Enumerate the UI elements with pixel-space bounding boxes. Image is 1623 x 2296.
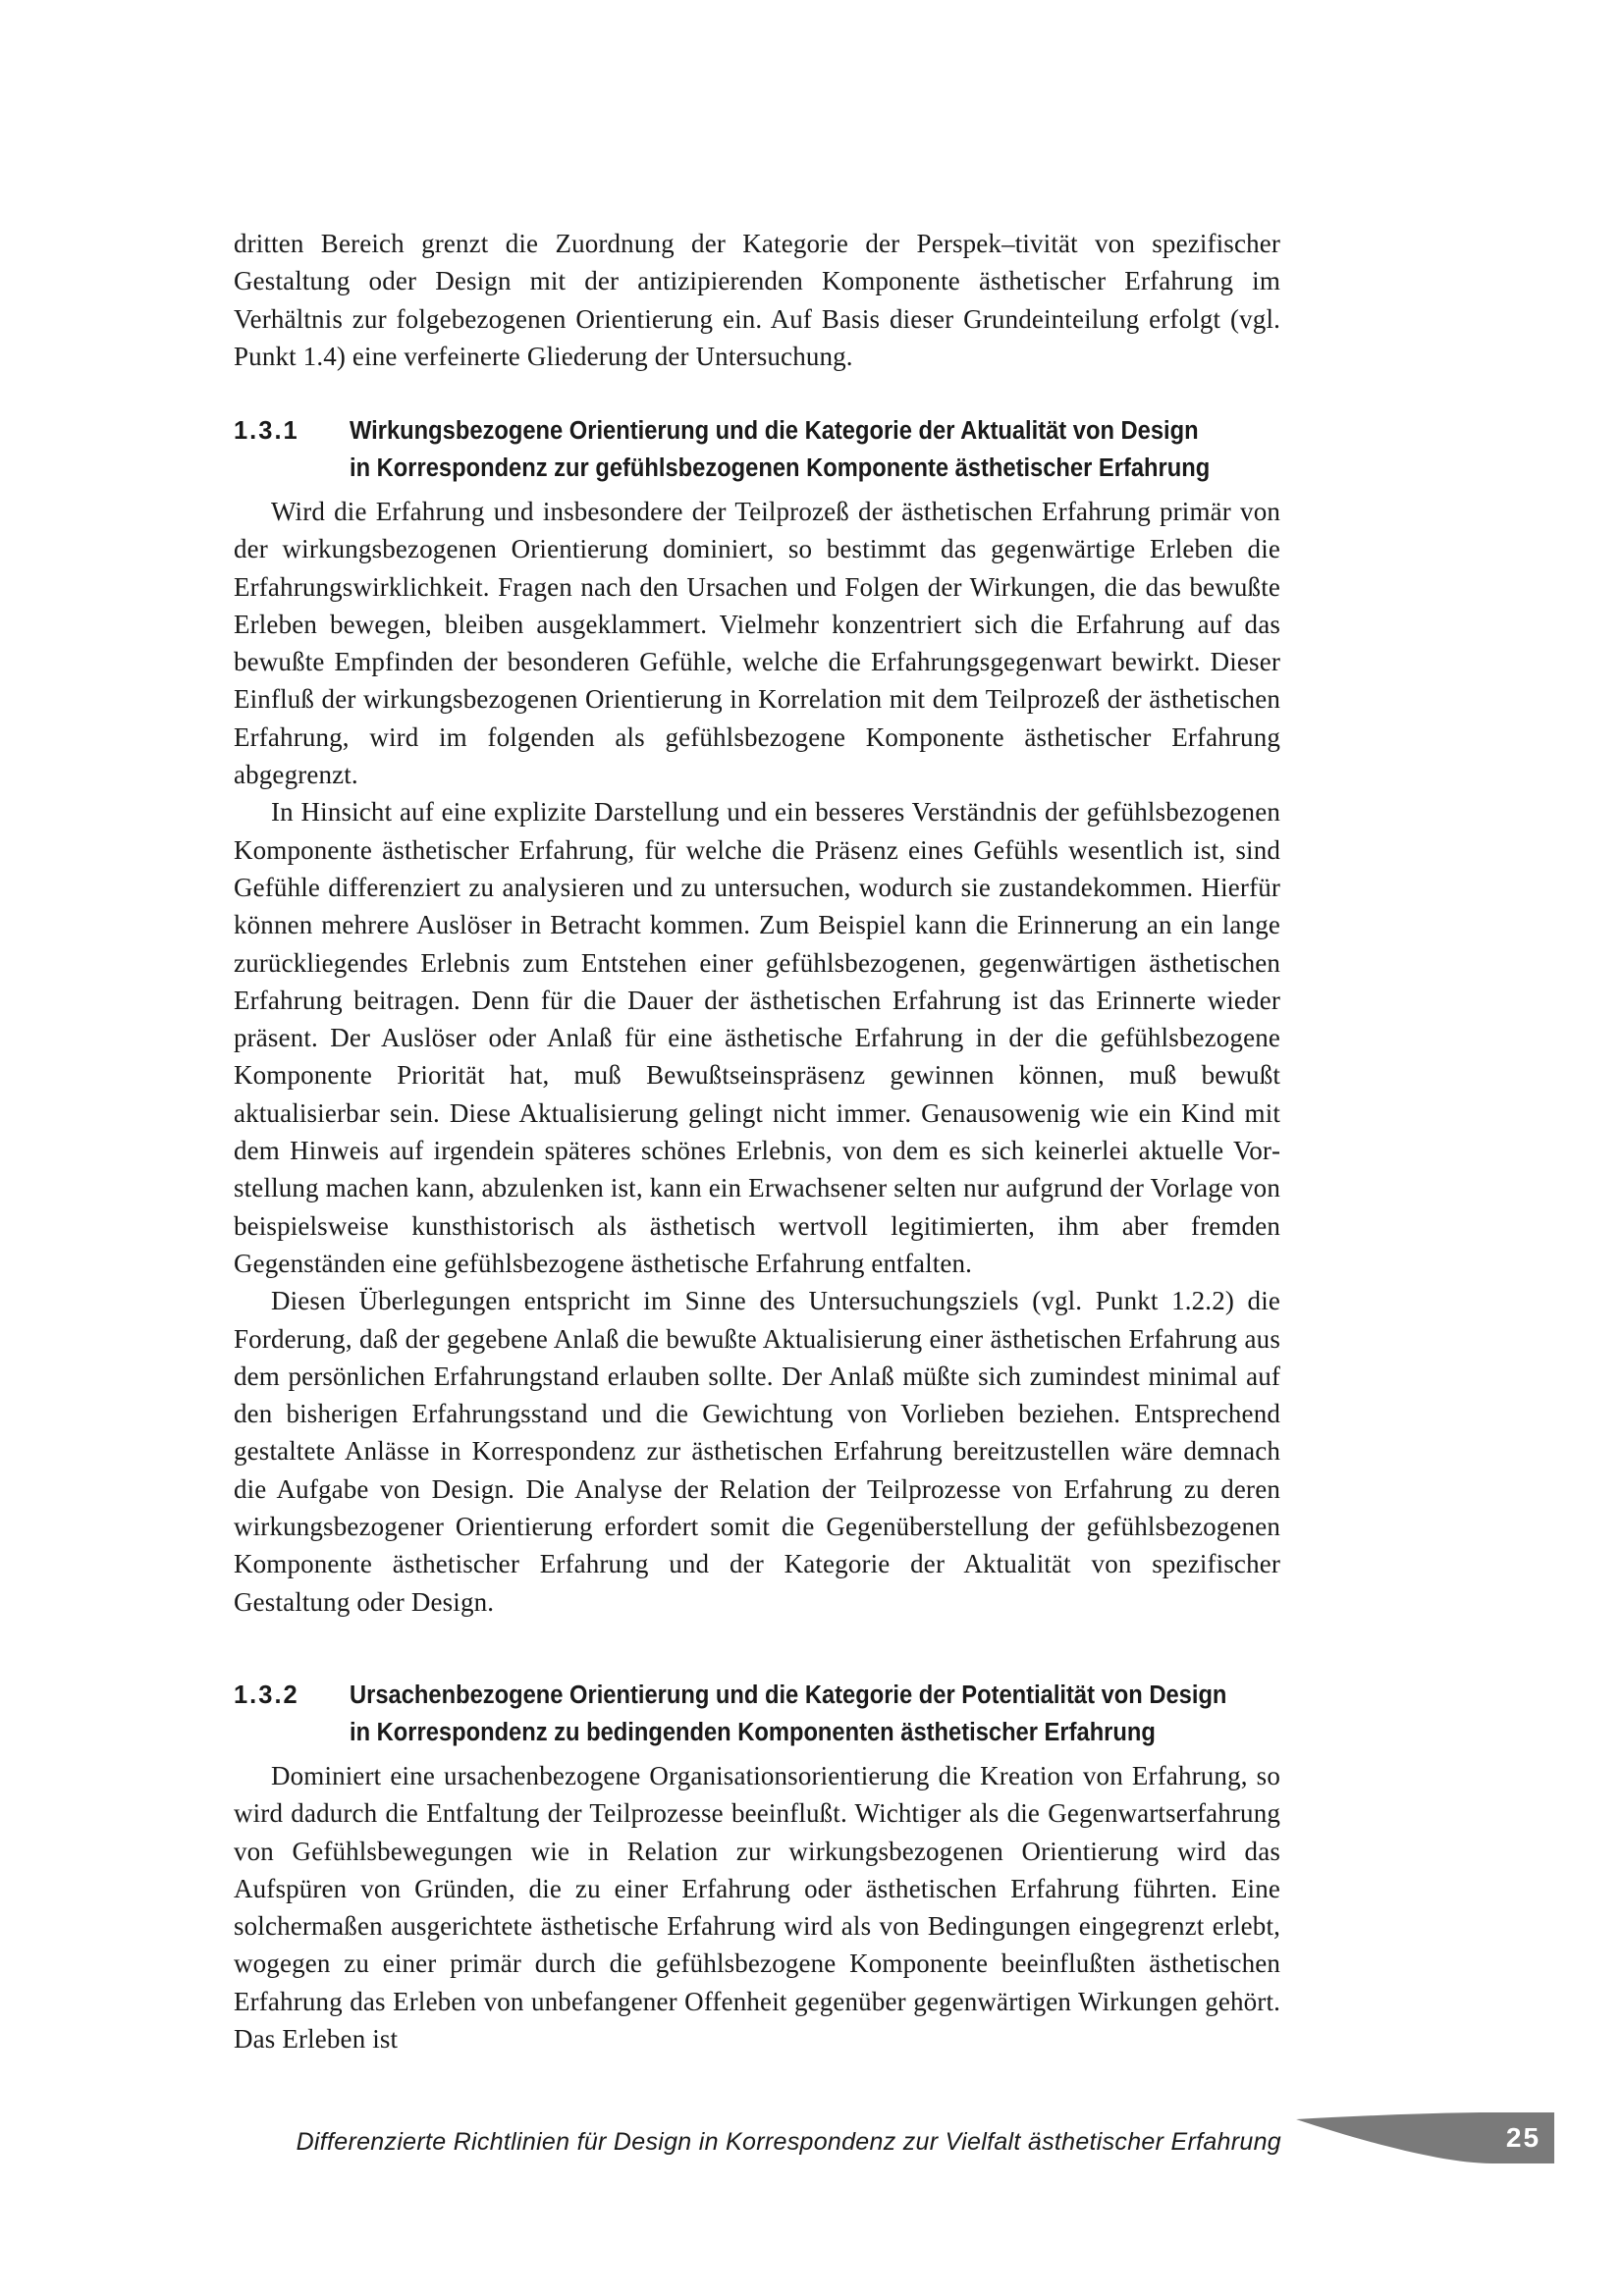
section-title-line-2: in Korrespondenz zur gefühlsbezogenen Komponente ästhetischer Erfahrung: [350, 454, 1211, 482]
section-number: 1.3.2: [234, 1682, 299, 1709]
body-paragraph: In Hinsicht auf eine explizite Darstellung und ein besseres Verständnis der gefühlsbezogenen Komponente ästhetischer Erfahrung, für welche die Präsenz eines Gefühls wesentlich ist, sind Gefühle differenziert zu analysieren und zu untersuchen, wodurch sie zustandekommen. Hierfür können mehrere Auslöser in Betracht kommen. Zum Beispiel kann die Erinnerung an ein lange zurückliegendes Erlebnis zum Entstehen einer gefühlsbezogenen, gegenwärtigen ästhetischen Erfahrung beitragen. Denn für die Dauer der ästhetischen Erfahrung ist das Erinnerte wieder präsent. Der Auslöser oder Anlaß für eine ästhetische Erfahrung in der die gefühlsbezogene Komponente Priorität hat, muß Bewußtseinspräsenz gewinnen können, muß bewußt aktualisierbar sein. Diese Aktualisierung gelingt nicht immer. Genausowenig wie ein Kind mit dem Hinweis auf irgendein späteres schönes Erlebnis, von dem es sich keinerlei aktuelle Vorstellung machen kann, abzulenken ist, kann ein Erwachsener selten nur aufgrund der Vorlage von beispielsweise kunsthistorisch als ästhetisch wertvoll legitimierten, ihm aber fremden Gegenständen eine gefühlsbezogene ästhetische Erfahrung entfalten.: [234, 797, 1280, 1278]
page-number: 25: [1505, 2122, 1542, 2153]
section-heading-1-3-1: [234, 412, 1280, 487]
intro-paragraph: dritten Bereich grenzt die Zuordnung der Kategorie der Perspek–tivität von spezifischer Gestaltung oder Design mit der antizipierenden Komponente ästhetischer Erfahrung im Verhältnis zur folgebezogenen Orientierung ein. Auf Basis dieser Grundeinteilung erfolgt (vgl. Punkt 1.4) eine verfeinerte Gliederung der Untersuchung.: [234, 229, 1280, 371]
section-1-3-2-body: [234, 1757, 1280, 2057]
section-title-line-2: in Korrespondenz zu bedingenden Komponenten ästhetischer Erfahrung: [350, 1719, 1156, 1746]
body-paragraph: Wird die Erfahrung und insbesondere der Teilprozeß der ästhetischen Erfahrung primär von der wirkungsbezogenen Orientierung dominiert, so bestimmt das gegenwärtige Erleben die Erfahrungswirklichkeit. Fragen nach den Ursachen und Folgen der Wirkungen, die das bewußte Erleben bewegen, bleiben ausgeklammert. Vielmehr konzentriert sich die Erfahrung auf das bewußte Empfinden der besonderen Gefühle, welche die Erfahrungsgegenwart bewirkt. Dieser Einfluß der wirkungsbezogenen Orientierung in Korrelation mit dem Teilprozeß der ästhetischen Erfahrung, wird im folgenden als gefühlsbezogene Komponente ästhetischer Erfahrung abgegrenzt.: [234, 497, 1280, 790]
section-heading-1-3-2: [234, 1677, 1280, 1751]
body-paragraph: Dominiert eine ursachenbezogene Organisationsorientierung die Kreation von Erfahrung, so wird dadurch die Entfaltung der Teilprozesse beeinflußt. Wichtiger als die Gegenwartserfahrung von Gefühlsbewegungen wie in Relation zur wirkungsbezogenen Orientierung wird das Aufspüren von Gründen, die zu einer Erfahrung oder ästhetischen Erfahrung führten. Eine solchermaßen ausgerichtete ästhetische Erfahrung wird als von Bedingungen eingegrenzt erlebt, wogegen zu einer primär durch die gefühlsbezogene Komponente beeinflußten ästhetischen Erfahrung das Erleben von unbefangener Offenheit gegenüber gegenwärtigen Wirkungen gehört. Das Erleben ist: [234, 1761, 1280, 2055]
body-paragraph: Diesen Überlegungen entspricht im Sinne des Untersuchungsziels (vgl. Punkt 1.2.2) die Forderung, daß der gegebene Anlaß die bewußte Aktualisierung einer ästhetischen Erfahrung aus dem persönlichen Erfahrungstand erlauben sollte. Der Anlaß müßte sich zumindest minimal auf den bisherigen Erfahrungsstand und die Gewichtung von Vorlieben beziehen. Entsprechend gestaltete Anlässe in Korrespondenz zur ästhetischen Erfahrung bereitzustellen wäre demnach die Aufgabe von Design. Die Analyse der Relation der Teilprozesse von Erfahrung zu deren wirkungsbezogener Orientierung erfordert somit die Gegenüberstellung der gefühlsbezogenen Komponente ästhetischer Erfahrung und der Kategorie der Aktualität von spezifischer Gestaltung oder Design.: [234, 1286, 1280, 1617]
intro-block: [234, 225, 1280, 375]
section-number: 1.3.1: [234, 417, 299, 445]
section-title-line-1: Ursachenbezogene Orientierung und die Kategorie der Potentialität von Design: [350, 1682, 1227, 1709]
section-1-3-1-body: [234, 493, 1280, 1621]
section-title-line-1: Wirkungsbezogene Orientierung und die Kategorie der Aktualität von Design: [350, 417, 1199, 445]
running-footer-title: Differenzierte Richtlinien für Design in Korrespondenz zur Vielfalt ästhetischer Erfahrung: [296, 2128, 1281, 2156]
